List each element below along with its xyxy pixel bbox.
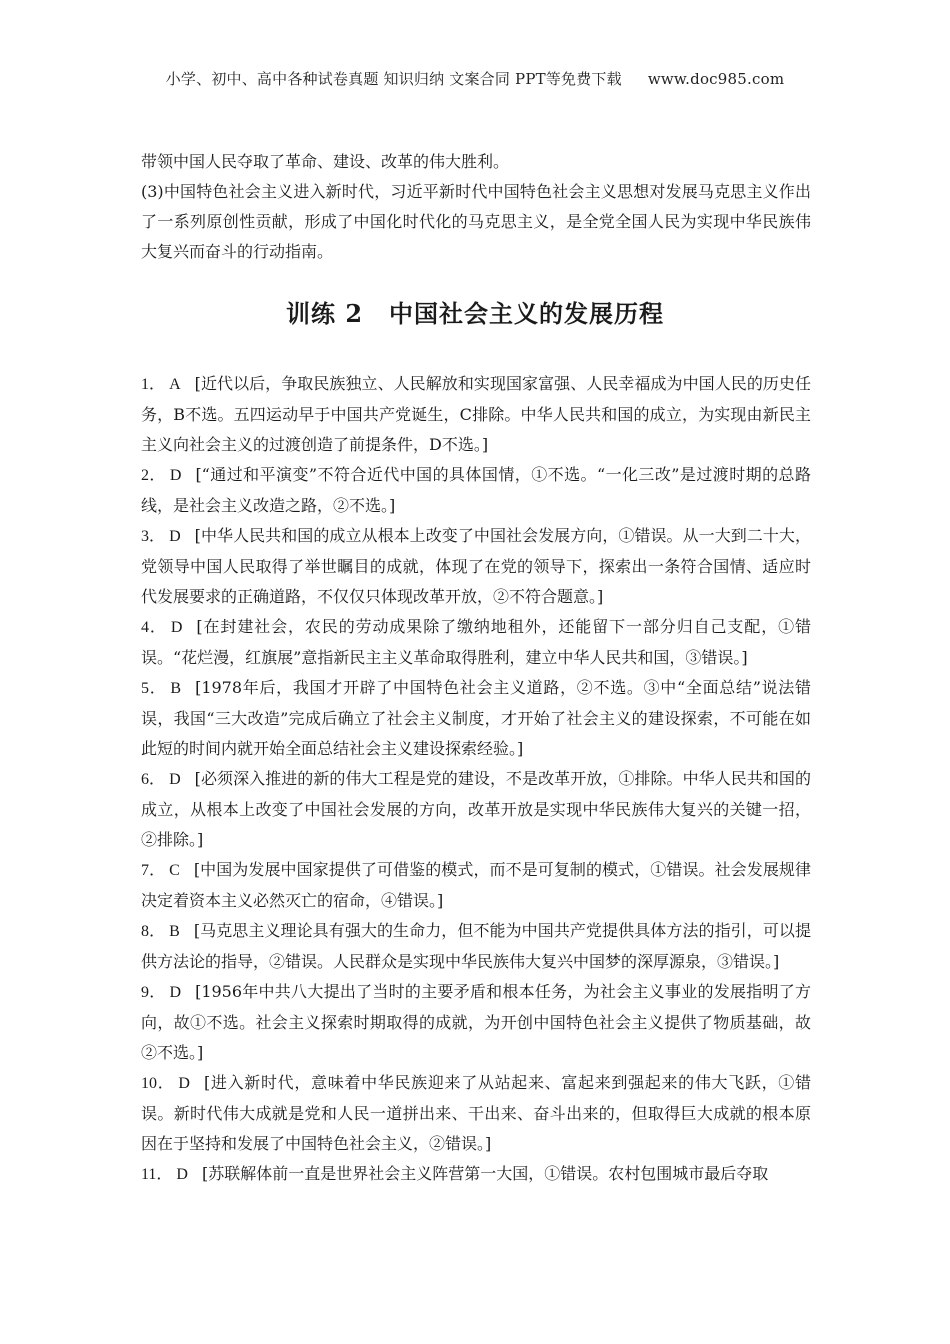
answer-item (141, 916, 811, 977)
answer-choice: A (169, 376, 181, 393)
answer-explanation: [在封建社会，农民的劳动成果除了缴纳地租外，还能留下一部分归自己支配，①错误。“花烂漫，红旗展”意指新民主主义革命取得胜利，建立中华人民共和国，③错误。] (141, 617, 811, 667)
header-url[interactable]: www.doc985.com (647, 70, 785, 88)
answer-choice: D (178, 1075, 190, 1092)
answer-explanation: [中华人民共和国的成立从根本上改变了中国社会发展方向，①错误。从一大到二十大，党领导中国人民取得了举世瞩目的成就，体现了在党的领导下，探索出一条符合国情、适应时代发展要求的正确道路，不仅仅只体现改革开放，②不符合题意。] (141, 526, 811, 606)
header-text: 小学、初中、高中各种试卷真题 知识归纳 文案合同 PPT等免费下载 (165, 70, 622, 88)
answer-number: 2． (141, 467, 166, 484)
answer-item (141, 369, 811, 460)
answer-explanation: [必须深入推进的新的伟大工程是党的建设，不是改革开放，①排除。中华人民共和国的成立，从根本上改变了中国社会发展的方向，改革开放是实现中华民族伟大复兴的关键一招，②排除。] (141, 769, 811, 849)
answer-number: 6． (141, 771, 166, 788)
answer-choice: B (170, 680, 182, 697)
answer-item (141, 977, 811, 1068)
answer-choice: D (169, 528, 181, 545)
title-text: 中国社会主义的发展历程 (389, 299, 665, 328)
title-number: 训练 2 (285, 299, 364, 328)
answer-item (141, 855, 811, 916)
answer-choice: D (169, 467, 182, 484)
answer-number: 8． (141, 923, 166, 940)
answer-explanation: [1956年中共八大提出了当时的主要矛盾和根本任务，为社会主义事业的发展指明了方向，故①不选。社会主义探索时期取得的成就，为开创中国特色社会主义提供了物质基础，故②不选。] (141, 982, 811, 1062)
answer-choice: D (170, 619, 183, 636)
answers-list (141, 369, 811, 1190)
answer-choice: D (169, 984, 182, 1001)
answer-number: 9． (141, 984, 166, 1001)
answer-choice: C (169, 862, 180, 879)
answer-choice: D (169, 771, 181, 788)
answer-number: 3． (141, 528, 166, 545)
answer-number: 1． (141, 376, 166, 393)
answer-number: 5． (141, 680, 167, 697)
answer-explanation: [进入新时代，意味着中华民族迎来了从站起来、富起来到强起来的伟大飞跃，①错误。新时代伟大成就是党和人民一道拼出来、干出来、奋斗出来的，但取得巨大成就的根本原因在于坚持和发展了中国特色社会主义，②错误。] (141, 1073, 811, 1153)
answer-number: 10． (141, 1075, 175, 1092)
answer-explanation: [近代以后，争取民族独立、人民解放和实现国家富强、人民幸福成为中国人民的历史任务，B不选。五四运动早于中国共产党诞生，C排除。中华人民共和国的成立，为实现由新民主主义向社会主义的过渡创造了前提条件，D不选。] (141, 374, 811, 454)
answer-explanation: [“通过和平演变”不符合近代中国的具体国情，①不选。“一化三改”是过渡时期的总路线，是社会主义改造之路，②不选。] (141, 465, 811, 515)
answer-item (141, 521, 811, 612)
answer-number: 7． (141, 862, 166, 879)
answer-item (141, 460, 811, 521)
answer-choice: B (169, 923, 180, 940)
answer-item (141, 764, 811, 855)
answer-explanation: [苏联解体前一直是世界社会主义阵营第一大国，①错误。农村包围城市最后夺取 (201, 1164, 769, 1183)
answer-item (141, 612, 811, 673)
section-title (0, 294, 950, 329)
intro-section (141, 147, 811, 267)
answer-number: 11． (141, 1166, 173, 1183)
answer-item (141, 1068, 811, 1159)
answer-item (141, 673, 811, 764)
answer-explanation: [中国为发展中国家提供了可借鉴的模式，而不是可复制的模式，①错误。社会发展规律决定着资本主义必然灭亡的宿命，④错误。] (141, 860, 811, 910)
intro-paragraph: (3)中国特色社会主义进入新时代，习近平新时代中国特色社会主义思想对发展马克思主义作出了一系列原创性贡献，形成了中国化时代化的马克思主义，是全党全国人民为实现中华民族伟大复兴而奋斗的行动指南。 (141, 182, 811, 261)
answer-explanation: [1978年后，我国才开辟了中国特色社会主义道路，②不选。③中“全面总结”说法错误，我国“三大改造”完成后确立了社会主义制度，才开始了社会主义的建设探索，不可能在如此短的时间内就开始全面总结社会主义建设探索经验。] (141, 678, 811, 758)
page-header (0, 68, 950, 89)
intro-paragraph: 带领中国人民夺取了革命、建设、改革的伟大胜利。 (141, 152, 510, 171)
answer-choice: D (176, 1166, 188, 1183)
answer-explanation: [马克思主义理论具有强大的生命力，但不能为中国共产党提供具体方法的指引，可以提供方法论的指导，②错误。人民群众是实现中华民族伟大复兴中国梦的深厚源泉，③错误。] (141, 921, 811, 971)
answer-item (141, 1159, 811, 1190)
answer-number: 4． (141, 619, 167, 636)
